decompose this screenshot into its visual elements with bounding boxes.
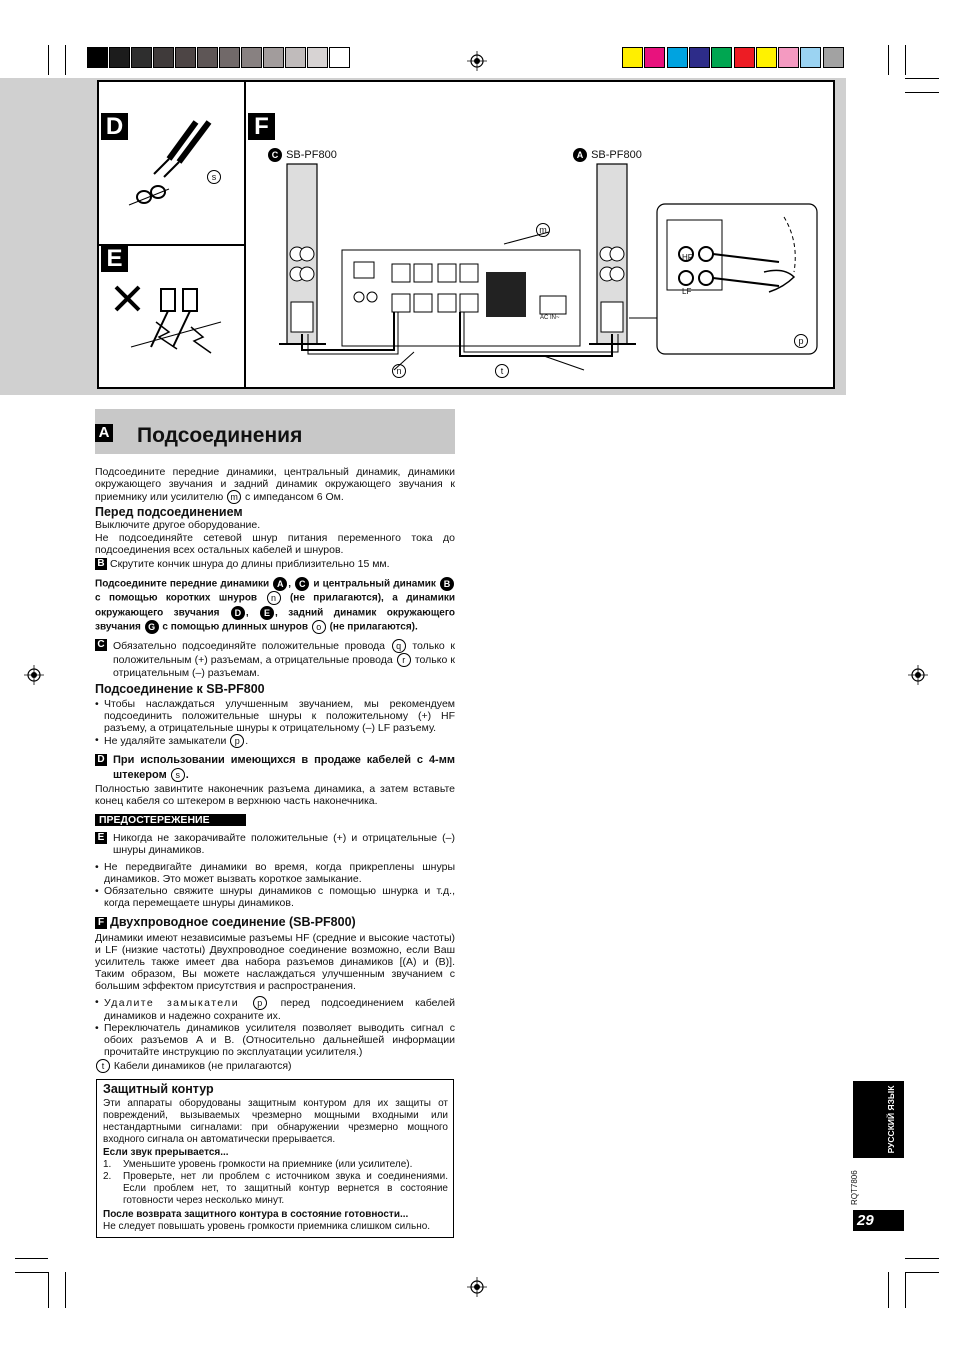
protect-item2-num: 2. bbox=[103, 1171, 112, 1182]
cable-note bbox=[95, 1059, 455, 1073]
gray-swatch bbox=[131, 47, 152, 68]
gray-swatch bbox=[175, 47, 196, 68]
crop-mark bbox=[888, 1272, 889, 1308]
speaker-right-label: SB-PF800 bbox=[591, 148, 642, 161]
step-d-text: Полностью завинтите наконечник разъема динамика, а затем вставьте конец кабеля со штекером в верхнюю часть наконечника. bbox=[95, 783, 455, 808]
bold-instruction bbox=[95, 577, 455, 635]
speaker-right-label-group bbox=[572, 148, 642, 162]
marker-c: C bbox=[268, 148, 282, 162]
step-b-letter: B bbox=[95, 558, 107, 570]
bi-wire-heading-text: Двухпроводное соединение (SB-PF800) bbox=[110, 915, 356, 929]
marker-a: A bbox=[273, 577, 287, 591]
step-e-text: Никогда не закорачивайте положительные (+) и отрицательные (–) шнуры динамиков. bbox=[113, 832, 455, 857]
gray-swatch bbox=[153, 47, 174, 68]
step-b bbox=[95, 558, 455, 570]
panel-divider bbox=[244, 82, 246, 387]
crop-mark bbox=[48, 45, 49, 75]
marker-e: E bbox=[260, 606, 274, 620]
language-tab bbox=[853, 1081, 904, 1158]
cable-note-text: Кабели динамиков (не прилагаются) bbox=[113, 1059, 292, 1072]
crop-mark bbox=[905, 1272, 906, 1308]
instr-part: и центральный динамик bbox=[313, 578, 436, 590]
language-label: РУССКИЙ ЯЗЫК bbox=[886, 1085, 896, 1154]
marker-d: D bbox=[231, 606, 245, 620]
color-swatch bbox=[778, 47, 799, 68]
connection-diagram bbox=[97, 80, 835, 389]
before-heading: Перед подсоединением bbox=[95, 505, 243, 519]
gray-swatch bbox=[263, 47, 284, 68]
marker-p: p bbox=[230, 734, 244, 748]
crop-mark bbox=[905, 1272, 939, 1273]
step-e-letter: E bbox=[95, 832, 107, 844]
sbpf-bullet-2 bbox=[95, 734, 455, 748]
crop-mark bbox=[15, 1258, 48, 1259]
gray-swatch bbox=[241, 47, 262, 68]
callout-n: n bbox=[392, 364, 406, 378]
registration-mark-icon bbox=[467, 51, 487, 71]
sbpf-bullet-2-text: Не удаляйте замыкатели bbox=[104, 734, 227, 747]
ac-in-label: AC IN~ bbox=[540, 315, 560, 321]
banana-plug-illustration bbox=[124, 117, 224, 217]
short-circuit-warning-illustration bbox=[111, 277, 236, 377]
marker-g: G bbox=[145, 620, 159, 634]
step-d-heading-tail: . bbox=[185, 769, 189, 781]
step-d-letter: D bbox=[95, 754, 107, 766]
section-letter: A bbox=[95, 424, 113, 442]
step-c-text: Обязательно подсоединяйте положительные провода bbox=[113, 639, 386, 652]
model-code bbox=[850, 1165, 870, 1205]
speaker-left-label-group bbox=[267, 148, 337, 162]
gray-swatch bbox=[219, 47, 240, 68]
hf-label: HF bbox=[682, 253, 693, 262]
registration-mark-icon bbox=[24, 665, 44, 685]
step-c bbox=[95, 639, 455, 679]
color-swatch bbox=[622, 47, 643, 68]
protection-circuit-box bbox=[96, 1079, 454, 1238]
bi-wire-connection-illustration bbox=[264, 162, 834, 382]
bi-wire-bullet-1-tail: перед подсоединением кабелей динамиков и надежно сохраните их. bbox=[104, 996, 455, 1022]
bi-wire-heading bbox=[95, 915, 356, 929]
step-c-letter: C bbox=[95, 639, 107, 651]
protect-item1-num: 1. bbox=[103, 1159, 112, 1170]
color-swatch bbox=[756, 47, 777, 68]
caution-label: ПРЕДОСТЕРЕЖЕНИЕ bbox=[95, 814, 246, 826]
marker-n: n bbox=[267, 591, 281, 605]
marker-t: t bbox=[96, 1059, 110, 1073]
page-number: 29 bbox=[853, 1210, 904, 1231]
step-c-text: только к положительным (+) разъемам, а отрицательные провода bbox=[113, 639, 455, 666]
caution-bullet-2: • Обязательно свяжите шнуры динамиков с помощью шнурка и т.д., когда перемещаете шнуры динамиков. bbox=[95, 885, 455, 909]
bi-wire-bullet-1 bbox=[95, 996, 455, 1022]
crop-mark bbox=[65, 1272, 66, 1308]
instr-part: с помощью коротких шнуров bbox=[95, 593, 258, 605]
instr-part: Подсоедините передние динамики bbox=[95, 578, 270, 590]
instr-part: (не прилагаются). bbox=[329, 621, 418, 633]
instr-part: , bbox=[245, 607, 249, 619]
color-swatch bbox=[689, 47, 710, 68]
color-swatch bbox=[667, 47, 688, 68]
color-swatch bbox=[800, 47, 821, 68]
marker-a: A bbox=[573, 148, 587, 162]
panel-e-letter: E bbox=[101, 245, 128, 272]
intro-paragraph bbox=[95, 466, 455, 504]
lf-label: LF bbox=[682, 287, 692, 296]
gray-swatch bbox=[109, 47, 130, 68]
registration-mark-icon bbox=[908, 665, 928, 685]
protect-if-heading: Если звук прерывается... bbox=[103, 1147, 229, 1158]
sbpf-bullet-2-tail: . bbox=[245, 734, 249, 747]
color-swatch bbox=[823, 47, 844, 68]
callout-s: s bbox=[207, 170, 221, 184]
bi-wire-text: Динамики имеют независимые разъемы HF (средние и высокие частоты) и LF (низкие частоты) Двухпроводное соединение возможно, если Ваш усилитель также имеет два набора разъемов динамиков [(A) и (B)]. Таким образом, Вы можете наслаждаться улучшенным звучанием с большим эффектом присутствия и распространения. bbox=[95, 932, 455, 993]
panel-f-letter: F bbox=[248, 113, 275, 140]
step-e bbox=[95, 832, 455, 856]
marker-o: o bbox=[312, 620, 326, 634]
bi-wire-letter: F bbox=[95, 917, 107, 929]
color-swatch bbox=[644, 47, 665, 68]
before-line1: Выключите другое оборудование. bbox=[95, 519, 261, 531]
gray-swatch bbox=[307, 47, 328, 68]
gray-swatch bbox=[285, 47, 306, 68]
gray-swatch bbox=[87, 47, 108, 68]
crop-mark bbox=[15, 1272, 48, 1273]
instr-part: (не прилагаются), а динамики окружающего звучания bbox=[95, 593, 456, 619]
protect-item2: Проверьте, нет ли проблем с источником звука и соединениями. Если проблем нет, то защитный контур вернется в состояние готовности через несколько минут. bbox=[123, 1171, 448, 1206]
sbpf-heading: Подсоединение к SB-PF800 bbox=[95, 682, 265, 696]
protect-after-heading: После возврата защитного контура в состояние готовности... bbox=[103, 1209, 409, 1220]
crop-mark bbox=[888, 45, 889, 75]
instr-part: с помощью длинных шнуров bbox=[162, 621, 309, 633]
instr-part: , задний динамик окружающего звучания bbox=[95, 607, 455, 633]
intro-tail: с импедансом 6 Ом. bbox=[245, 490, 344, 503]
marker-c: C bbox=[295, 577, 309, 591]
crop-mark bbox=[905, 92, 939, 93]
speaker-left-label: SB-PF800 bbox=[286, 148, 337, 161]
before-line2: Не подсоединяйте сетевой шнур питания переменного тока до подсоединения всех остальных кабелей и шнуров. bbox=[95, 532, 455, 557]
step-b-text: Скрутите кончик шнура до длины приблизительно 15 мм. bbox=[110, 558, 390, 570]
instr-part: , bbox=[288, 578, 292, 590]
protect-item1: Уменьшите уровень громкости на приемнике (или усилителе). bbox=[123, 1159, 413, 1170]
crop-mark bbox=[905, 78, 939, 79]
protect-text: Эти аппараты оборудованы защитным контуром для их защиты от повреждений, вызываемых чрезмерно мощными входными или нестандартными сигналами: при обнаружении чрезмерно мощного входного сигнала он автоматически прерывается. bbox=[103, 1098, 448, 1145]
crop-mark bbox=[905, 1258, 939, 1259]
marker-p: p bbox=[253, 996, 267, 1010]
caution-bullet-1: • Не передвигайте динамики во время, когда прикреплены шнуры динамиков. Это может вызвать короткое замыкание. bbox=[95, 861, 455, 885]
marker-r: r bbox=[397, 653, 411, 667]
model-code-text: RQT7806 bbox=[850, 1170, 859, 1205]
page-title: Подсоединения bbox=[137, 424, 303, 447]
marker-b: B bbox=[440, 577, 454, 591]
marker-q: q bbox=[392, 639, 406, 653]
step-c-text: только к отрицательным (–) разъемам. bbox=[113, 653, 455, 679]
bi-wire-bullet-1-text: Удалите замыкатели bbox=[104, 996, 239, 1009]
step-d-heading-text: При использовании имеющихся в продаже кабелей с 4-мм штекером bbox=[113, 754, 455, 781]
callout-p: p bbox=[794, 334, 808, 348]
registration-mark-icon bbox=[467, 1277, 487, 1297]
callout-m: m bbox=[536, 223, 550, 237]
sbpf-bullet-1: • Чтобы наслаждаться улучшенным звучанием, мы рекомендуем подсоединить положительные шнуры к положительному (+) HF разъему, а отрицательные шнуры к отрицательному (–) LF разъему. bbox=[95, 698, 455, 734]
intro-text: Подсоедините передние динамики, центральный динамик, динамики окружающего звучания и задний динамик окружающего звучания к приемнику или усилителю bbox=[95, 466, 455, 503]
panel-d-letter: D bbox=[101, 113, 128, 140]
color-swatch bbox=[711, 47, 732, 68]
gray-swatch bbox=[329, 47, 350, 68]
gray-swatch bbox=[197, 47, 218, 68]
marker-s: s bbox=[171, 768, 185, 782]
marker-m: m bbox=[227, 490, 241, 504]
crop-mark bbox=[48, 1272, 49, 1308]
protect-after-text: Не следует повышать уровень громкости приемника слишком сильно. bbox=[103, 1221, 431, 1232]
step-d-heading bbox=[95, 753, 455, 783]
crop-mark bbox=[905, 45, 906, 75]
callout-t: t bbox=[495, 364, 509, 378]
bi-wire-bullet-2: • Переключатель динамиков усилителя позволяет выводить сигнал с обоих разъемов A и B. (Относительно дальнейшей информации прочитайте инструкцию по эксплуатации усилителя.) bbox=[95, 1022, 455, 1058]
color-swatch bbox=[734, 47, 755, 68]
crop-mark bbox=[65, 45, 66, 75]
protect-heading: Защитный контур bbox=[103, 1082, 214, 1096]
